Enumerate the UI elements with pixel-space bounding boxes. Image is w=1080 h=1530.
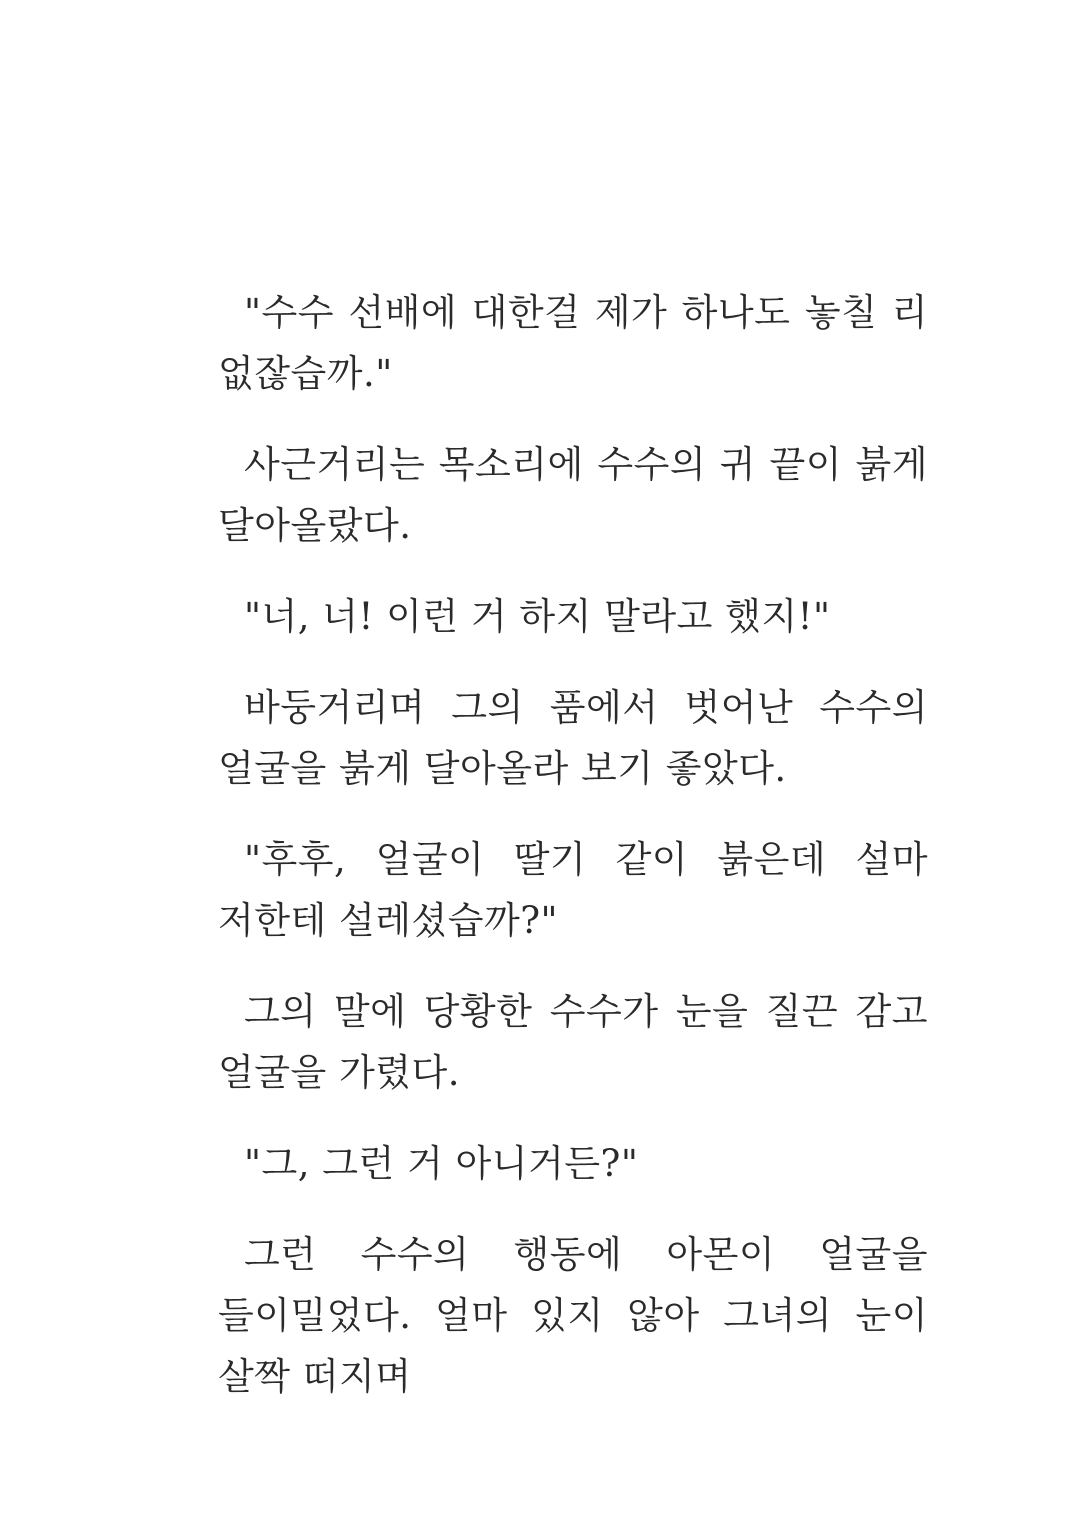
paragraph-narration-1: 사근거리는 목소리에 수수의 귀 끝이 붉게 달아올랐다.	[218, 443, 928, 547]
paragraph-narration-4: 그런 수수의 행동에 아몬이 얼굴을 들이밀었다. 얼마 있지 않아 그녀의 눈이 살짝 떠지며	[218, 1233, 928, 1398]
body-text	[218, 282, 928, 1437]
paragraph-narration-2: 바둥거리며 그의 품에서 벗어난 수수의 얼굴을 붉게 달아올라 보기 좋았다.	[218, 686, 928, 790]
paragraph-dialogue-2: "너, 너! 이런 거 하지 말라고 했지!"	[244, 595, 831, 638]
paragraph-dialogue-3: "후후, 얼굴이 딸기 같이 붉은데 설마 저한테 설레셨습까?"	[218, 838, 928, 942]
paragraph-dialogue-4: "그, 그런 거 아니거든?"	[244, 1142, 639, 1185]
paragraph-dialogue-1: "수수 선배에 대한걸 제가 하나도 놓칠 리 없잖습까."	[218, 291, 928, 395]
paragraph-narration-3: 그의 말에 당황한 수수가 눈을 질끈 감고 얼굴을 가렸다.	[218, 990, 928, 1094]
